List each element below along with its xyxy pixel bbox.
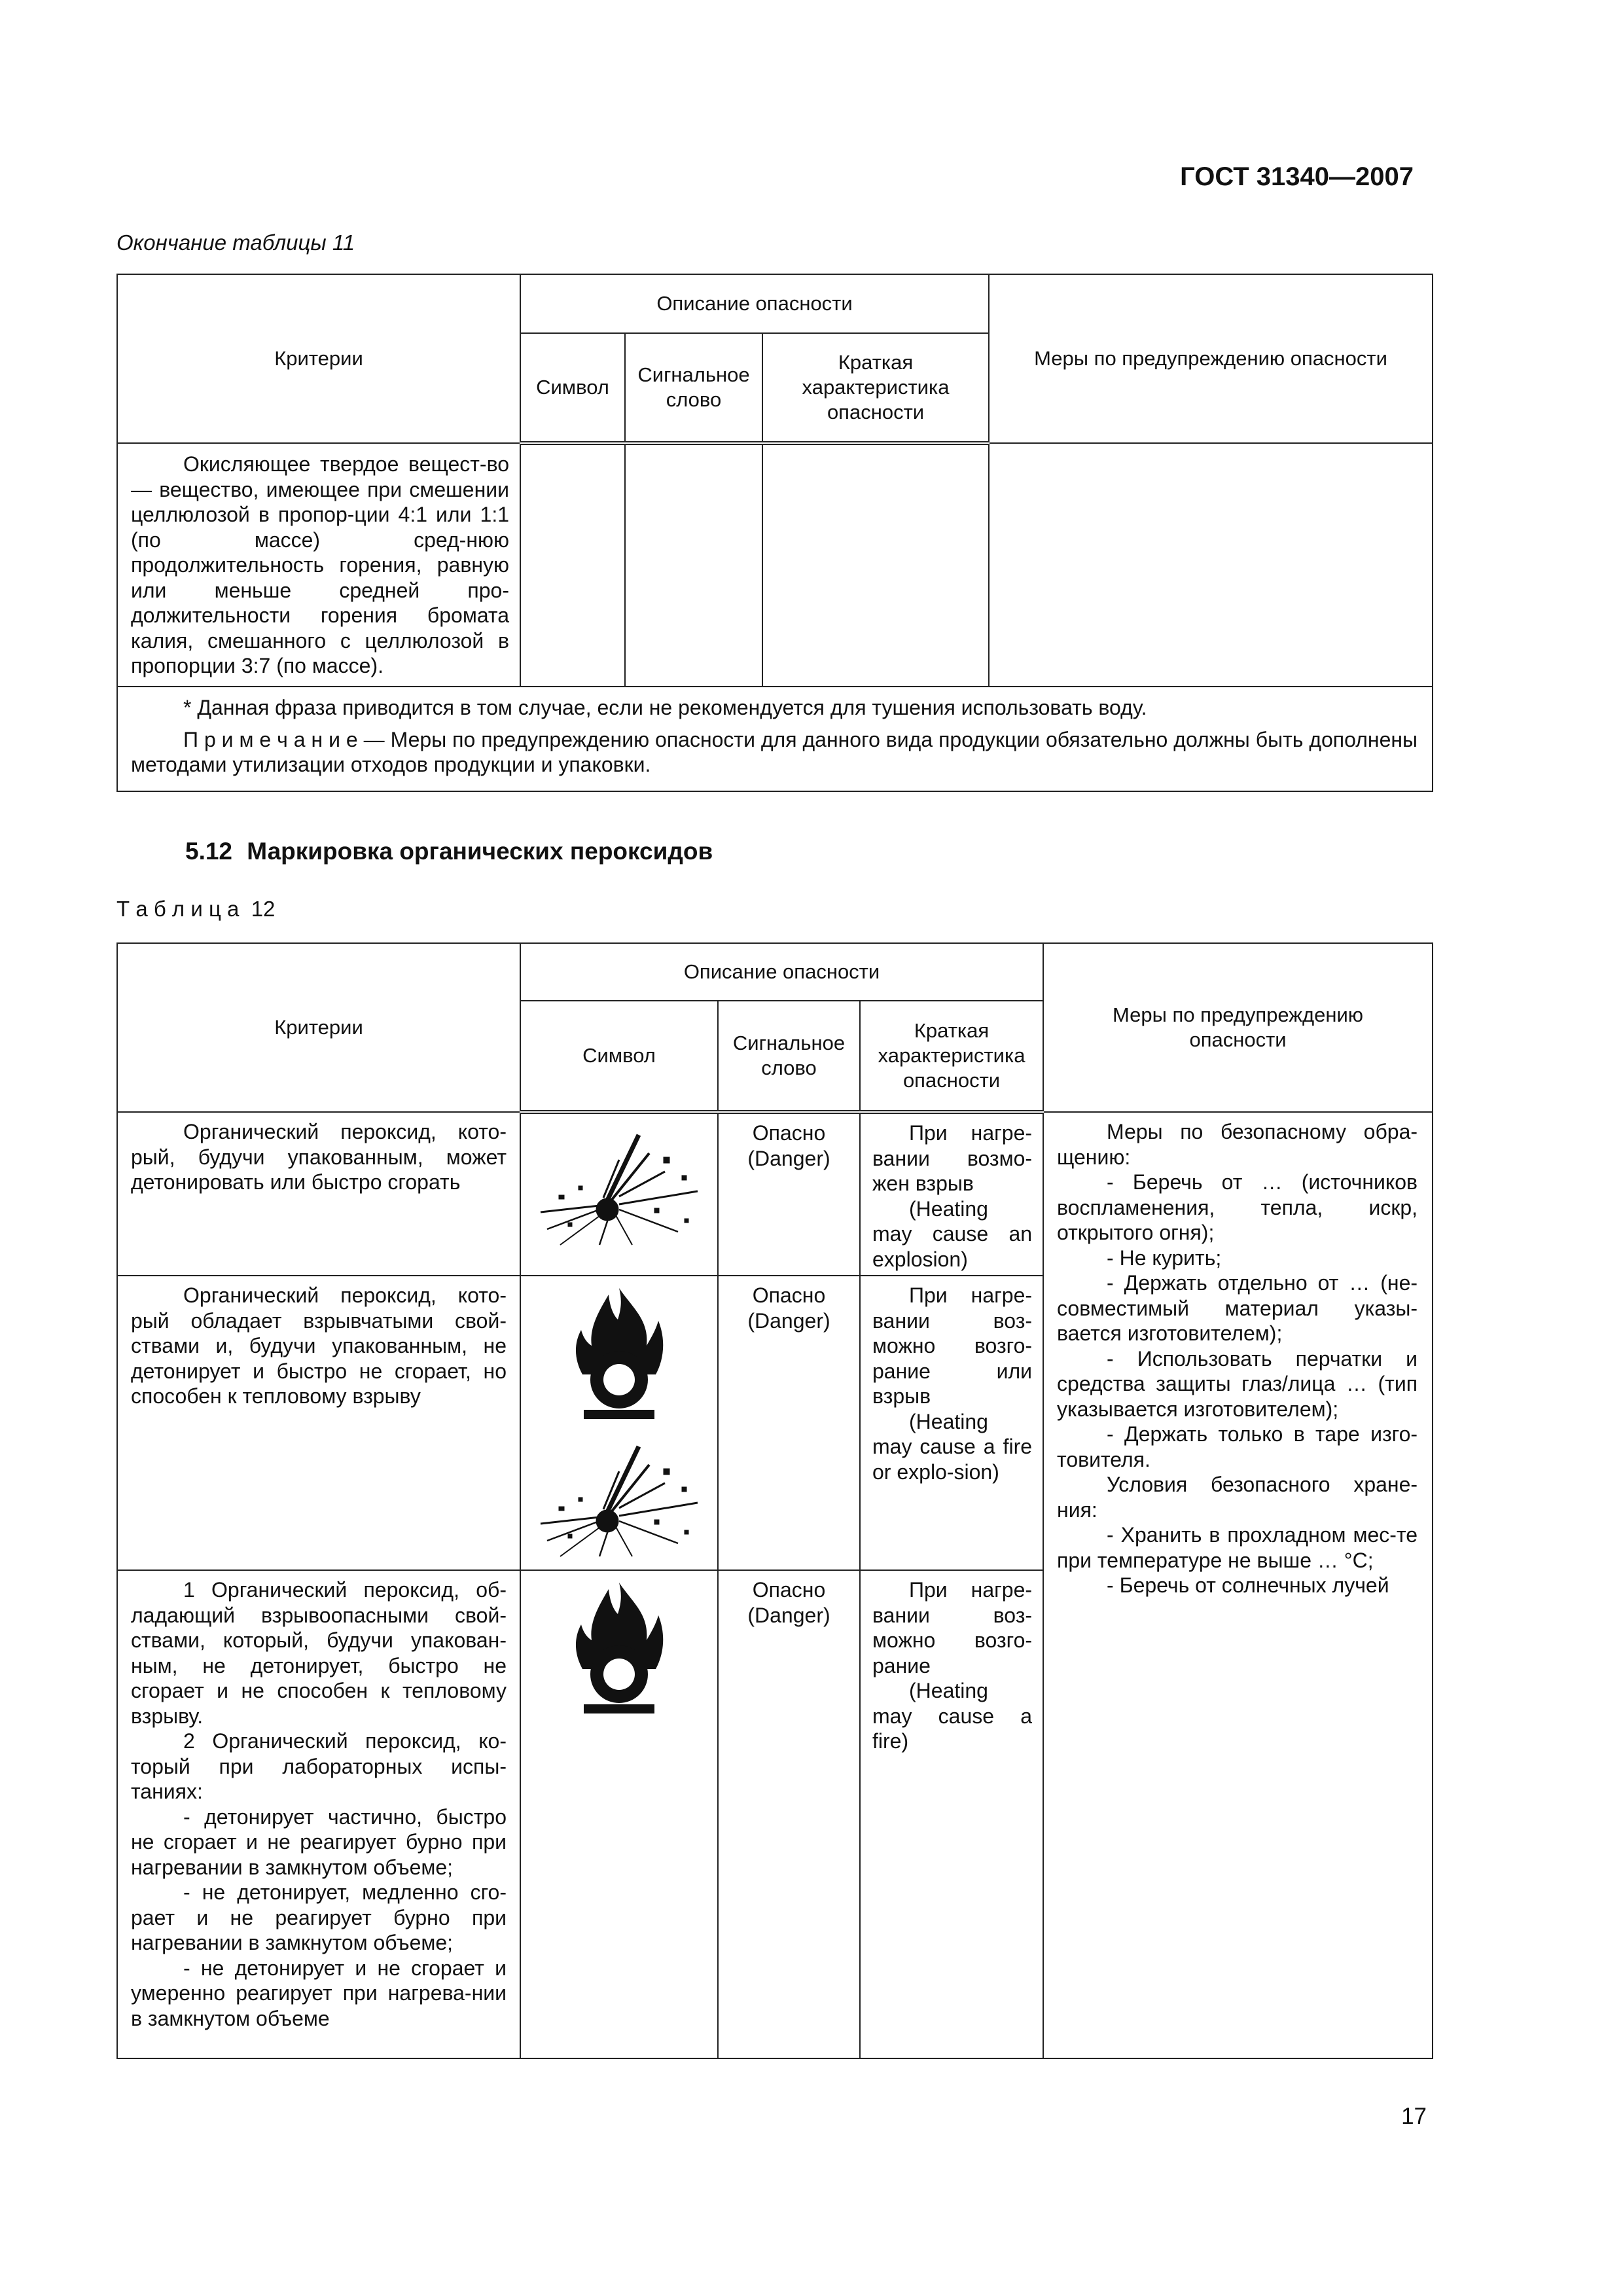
t12-r2-brief: При нагре-вании воз-можно возго-рание или взрыв (Heating may cause a fire or explo-sion) [860, 1276, 1043, 1570]
t12-r1-symbol [520, 1112, 718, 1276]
exploding-bomb-icon [521, 1426, 717, 1570]
t11-criteria-cell: Окисляющее твердое вещест-во — вещество, имеющее при смешении целлюлозой в пропор-ции 4:1 или 1:1 (по массе) сред-нюю продолжительность горения, равную или меньше средней про-должительности горения бромата калия, смешанного с целлюлозой в пропорции 3:7 (по массе). [117, 443, 520, 687]
t12-r3-symbol [520, 1570, 718, 2058]
table11-caption: Окончание таблицы 11 [116, 230, 355, 255]
t12-header-criteria: Критерии [117, 943, 520, 1112]
t11-measures-cell [989, 443, 1433, 687]
t12-r3-brief: При нагре-вании воз-можно возго-рание (Heating may cause a fire) [860, 1570, 1043, 2058]
exploding-bomb-icon [521, 1114, 717, 1258]
page-number: 17 [1401, 2104, 1427, 2129]
t12-measures-cell: Меры по безопасному обра-щению: - Беречь от … (источников воспламенения, тепла, искр, открытого огня); - Не курить; - Держать отдельно от … (не-совместимый материал указы-вается изготовителем); - Использовать перчатки и средства защиты глаз/лица … (тип указывается изготовителем); - Держать только в таре изго-товителя. Условия безопасного хране-ния: - Хранить в прохладном мес-те при температуре не выше … °C; - Беречь от солнечных лучей [1043, 1112, 1433, 2058]
table-11 [116, 274, 1433, 792]
t12-header-symbol: Символ [520, 1001, 718, 1112]
table-row [117, 1112, 1433, 1276]
section-heading [185, 838, 713, 865]
t12-header-hazard-description: Описание опасности [520, 943, 1043, 1001]
flame-over-circle-icon [521, 1282, 717, 1426]
document-code: ГОСТ 31340—2007 [1180, 162, 1414, 191]
t12-r1-criteria: Органический пероксид, кото-рый, будучи упакованным, может детонировать или быстро сгорать [117, 1112, 520, 1276]
t11-footnote: * Данная фраза приводится в том случае, если не рекомендуется для тушения использовать воду. [183, 696, 1147, 719]
t12-r2-symbol [520, 1276, 718, 1570]
flame-over-circle-icon [521, 1576, 717, 1720]
t11-header-hazard-description: Описание опасности [520, 274, 989, 333]
t12-header-signal-word: Сигнальное слово [718, 1001, 860, 1112]
table-12 [116, 942, 1433, 2059]
t11-header-symbol: Символ [520, 333, 625, 443]
t11-header-signal-word: Сигнальное слово [625, 333, 762, 443]
t11-brief-cell [762, 443, 989, 687]
t11-header-criteria: Критерии [117, 274, 520, 443]
t11-header-brief: Краткая характеристика опасности [762, 333, 989, 443]
t12-r2-criteria: Органический пероксид, кото-рый обладает взрывчатыми свой-ствами и, будучи упакованным, не детонирует и быстро не сгорает, но способен к тепловому взрыву [117, 1276, 520, 1570]
t11-notes-cell [117, 687, 1433, 791]
t11-symbol-cell [520, 443, 625, 687]
t12-r1-signal: Опасно (Danger) [718, 1112, 860, 1276]
table12-label: Т а б л и ц а 12 [116, 897, 276, 921]
section-title: Маркировка органических пероксидов [247, 838, 713, 865]
section-number: 5.12 [185, 838, 233, 865]
t12-r2-signal: Опасно (Danger) [718, 1276, 860, 1570]
t12-header-measures: Меры по предупреждению опасности [1043, 943, 1433, 1112]
t12-r3-criteria: 1 Органический пероксид, об-ладающий взрывоопасными свой-ствами, который, будучи упакован-ным, не детонирует, быстро не сгорает и не способен к тепловому взрыву. 2 Органический пероксид, ко-торый при лабораторных испы-таниях: - детонирует частично, быстро не сгорает и не реагирует бурно при нагревании в замкнутом объеме; - не детонирует, медленно сго-рает и не реагирует бурно при нагревании в замкнутом объеме; - не детонирует и не сгорает и умеренно реагирует при нагрева-нии в замкнутом объеме [117, 1570, 520, 2058]
t11-signal-cell [625, 443, 762, 687]
t12-r3-signal: Опасно (Danger) [718, 1570, 860, 2058]
t12-header-brief: Краткая характеристика опасности [860, 1001, 1043, 1112]
table-row [117, 443, 1433, 687]
t12-r1-brief: При нагре-вании возмо-жен взрыв (Heating may cause an explosion) [860, 1112, 1043, 1276]
t11-note: П р и м е ч а н и е — Меры по предупреждению опасности для данного вида продукции обязательно должны быть дополнены методами утилизации отходов продукции и упаковки. [131, 727, 1418, 776]
t11-header-measures: Меры по предупреждению опасности [989, 274, 1433, 443]
